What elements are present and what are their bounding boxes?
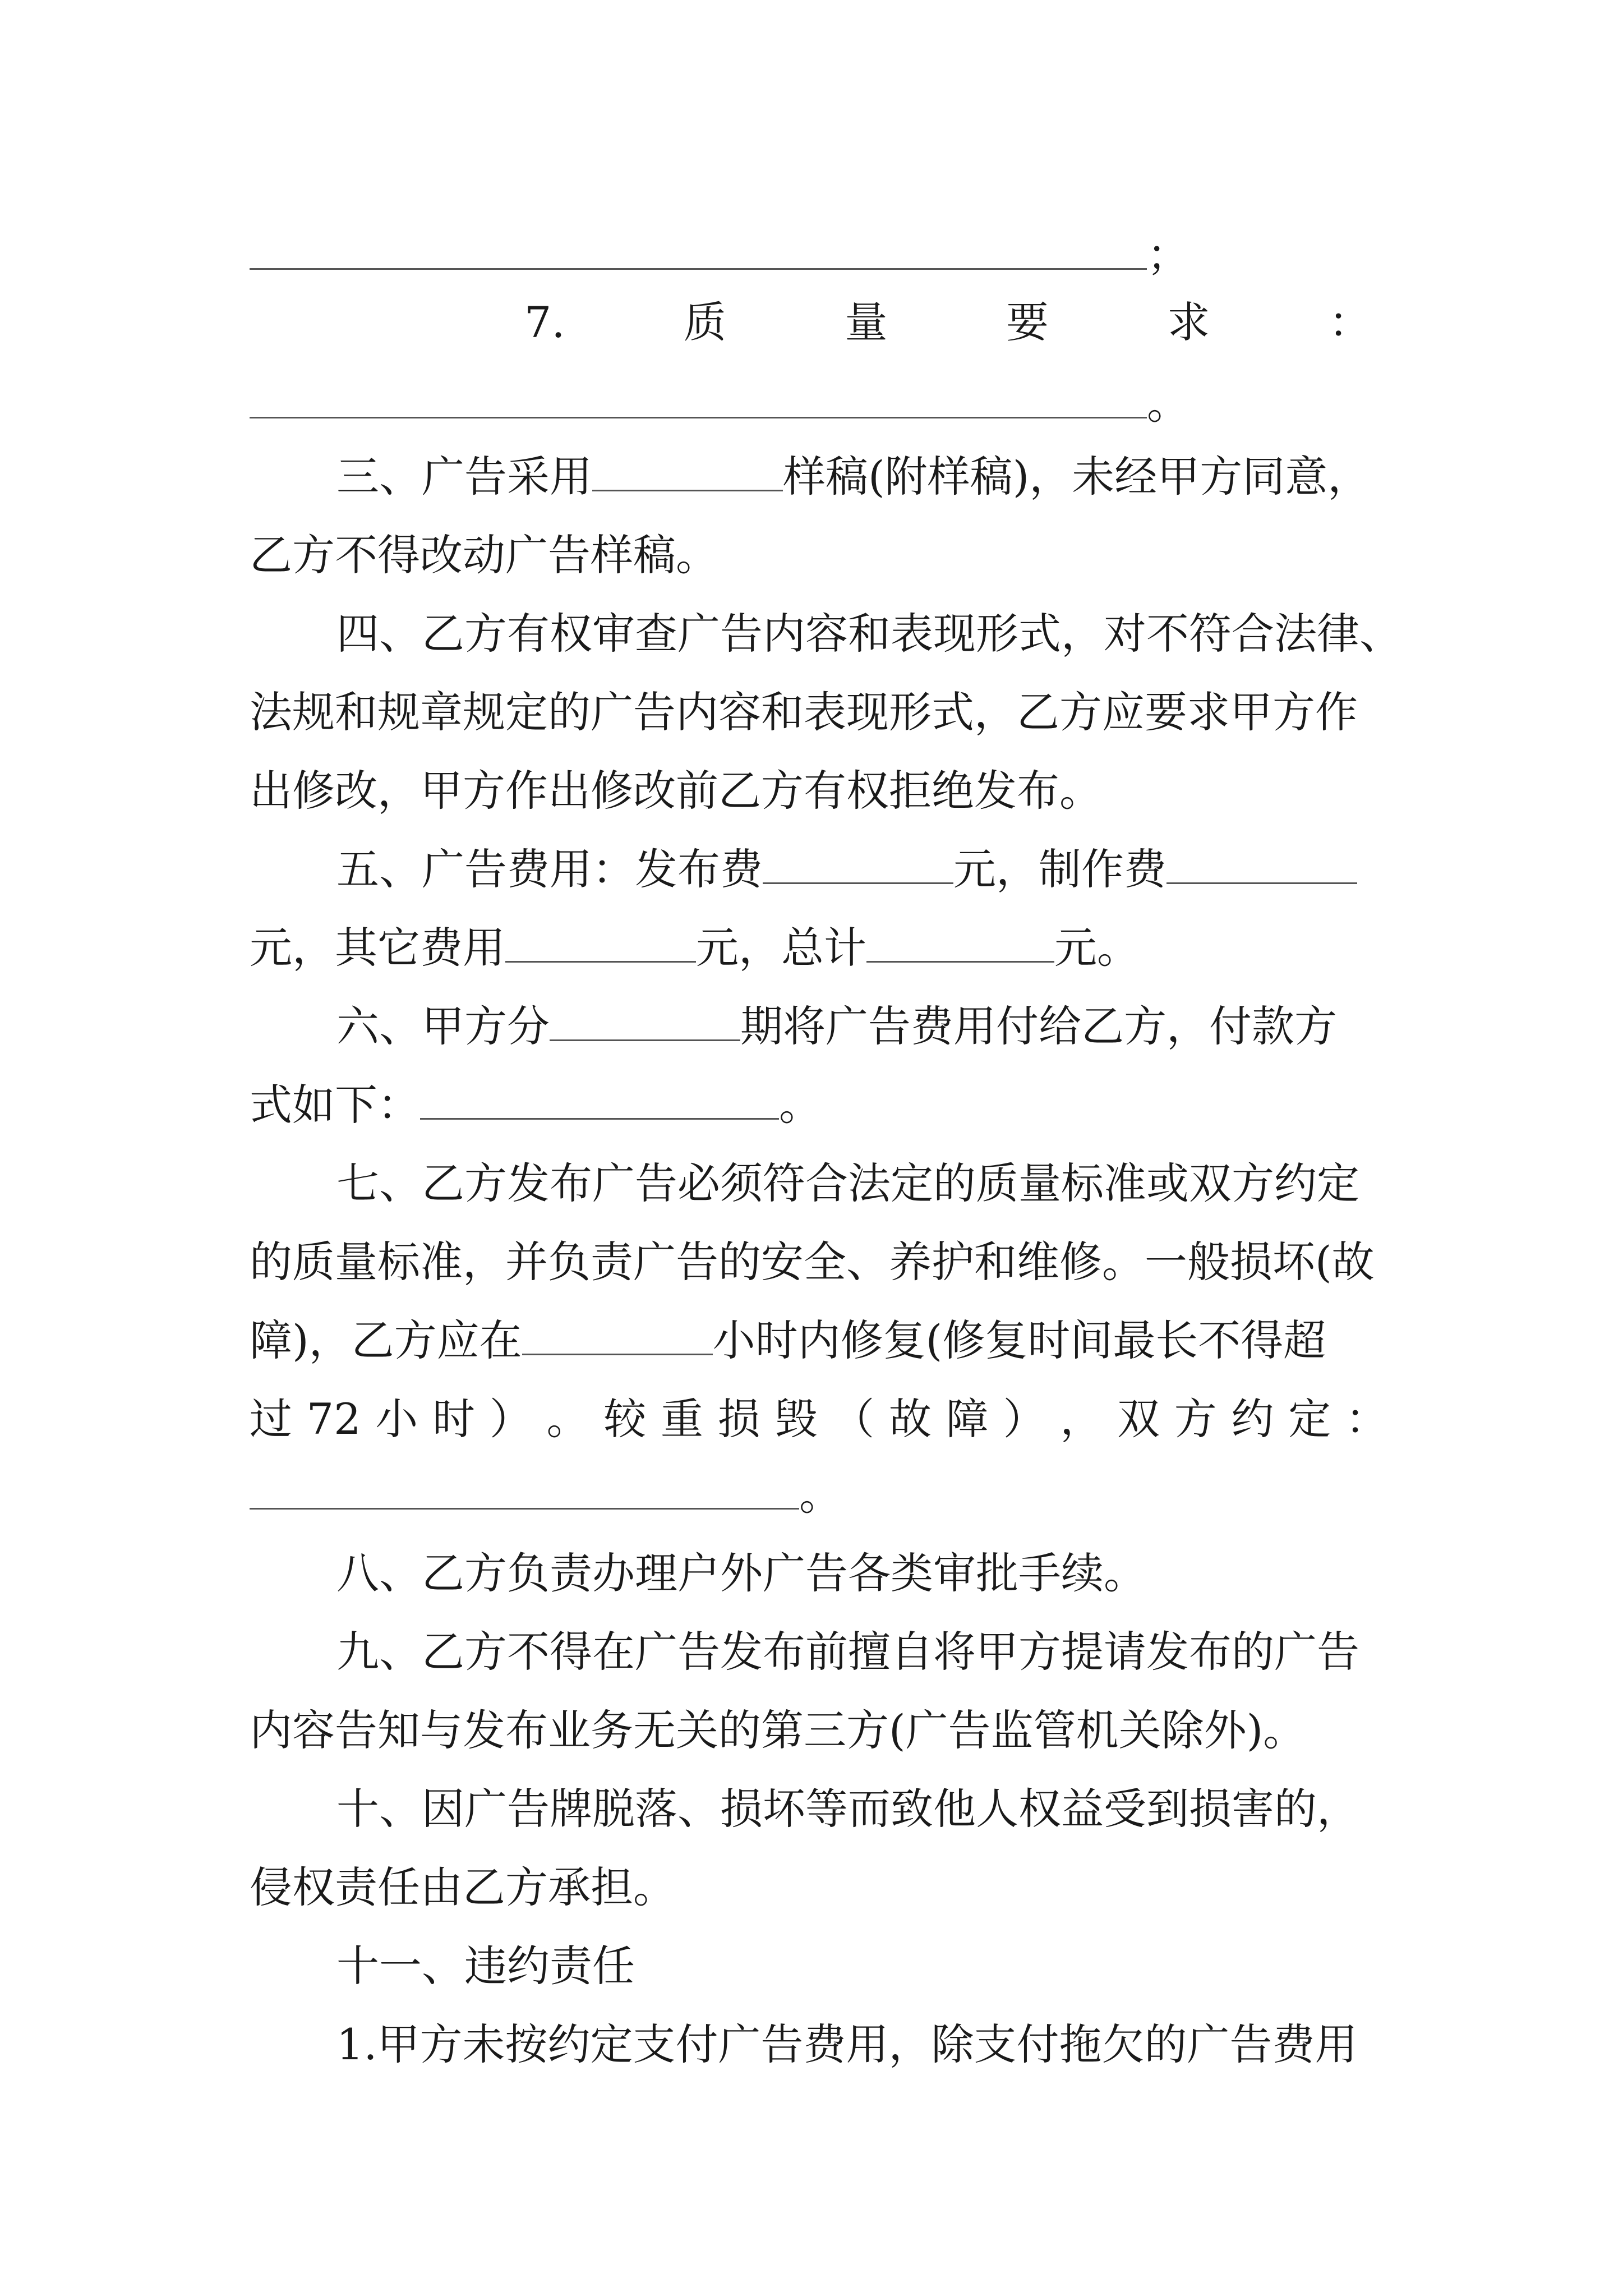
- text-char: 时: [432, 1394, 475, 1444]
- text: 式如下：: [250, 1080, 420, 1130]
- text-char: ，: [1060, 1394, 1103, 1444]
- punctuation: 。: [1147, 379, 1189, 429]
- para-11-item-1: 1.甲方未按约定支付广告费用，除支付拖欠的广告费用: [336, 2019, 1358, 2069]
- para-3-line-1: [336, 438, 1388, 516]
- text: 样稿(附样稿)，未经甲方同意，: [783, 452, 1371, 501]
- para-5-line-1: [336, 830, 1388, 909]
- punctuation: ；: [1147, 230, 1189, 280]
- para-4-line-2: 法规和规章规定的广告内容和表现形式，乙方应要求甲方作: [250, 687, 1358, 737]
- para-8: 八、乙方负责办理户外广告各类审批手续。: [336, 1548, 1146, 1598]
- text-char: 毁: [774, 1394, 818, 1444]
- item-7-quality-requirements: [524, 283, 1371, 362]
- text-char: 障: [946, 1394, 989, 1444]
- section-heading-11: 十一、违约责任: [336, 1941, 635, 1991]
- text-char: ）: [489, 1394, 532, 1444]
- text-char: ）: [1003, 1394, 1046, 1444]
- fill-blank[interactable]: [763, 843, 953, 884]
- text-char: 量: [845, 297, 888, 347]
- text: 障)，乙方应在: [250, 1315, 522, 1365]
- text: 期将广告费用付给乙方，付款方: [740, 1001, 1337, 1051]
- line-blank-2: [250, 365, 1388, 443]
- punctuation: 。: [799, 1470, 842, 1520]
- text-char: 72: [306, 1394, 361, 1444]
- text: 元，制作费: [953, 844, 1166, 894]
- para-7-line-1: 七、乙方发布广告必须符合法定的质量标准或双方约定: [336, 1158, 1359, 1208]
- para-9-line-2: 内容告知与发布业务无关的第三方(广告监管机关除外)。: [250, 1705, 1306, 1755]
- para-6-line-1: [336, 987, 1388, 1066]
- para-6-line-2: [250, 1066, 1388, 1144]
- para-3-line-2: 乙方不得改动广告样稿。: [250, 530, 718, 580]
- text: 六、甲方分: [336, 1001, 550, 1051]
- text: 小时内修复(修复时间最长不得超: [712, 1315, 1326, 1365]
- fill-blank[interactable]: [250, 1469, 799, 1510]
- fill-blank[interactable]: [866, 922, 1054, 963]
- para-10-line-1: 十、因广告牌脱落、损坏等而致他人权益受到损害的，: [336, 1784, 1359, 1834]
- item-number: 7.: [524, 297, 565, 347]
- para-7-line-4: [250, 1380, 1388, 1458]
- para-9-line-1: 九、乙方不得在广告发布前擅自将甲方提请发布的广告: [336, 1627, 1359, 1677]
- para-7-line-3: [250, 1301, 1388, 1380]
- text-char: 重: [660, 1394, 703, 1444]
- text-char: 定: [1288, 1394, 1331, 1444]
- para-4-line-3: 出修改，甲方作出修改前乙方有权拒绝发布。: [250, 766, 1102, 816]
- fill-blank[interactable]: [420, 1079, 779, 1120]
- para-7-line-5: [250, 1456, 1388, 1534]
- text-char: 双: [1117, 1394, 1160, 1444]
- text-char: （: [832, 1394, 875, 1444]
- para-4-line-1: 四、乙方有权审查广告内容和表现形式，对不符合法律、: [336, 609, 1402, 659]
- text-char: 故: [888, 1394, 932, 1444]
- text-char: 方: [1174, 1394, 1217, 1444]
- text-char: 较: [603, 1394, 647, 1444]
- text: 五、广告费用：发布费: [336, 844, 763, 894]
- text-char: 过: [250, 1394, 292, 1444]
- text-char: 要: [1006, 297, 1049, 347]
- fill-blank[interactable]: [505, 922, 696, 963]
- fill-blank[interactable]: [250, 229, 1147, 270]
- text: 元，总计: [696, 923, 866, 973]
- text-char: 求: [1167, 297, 1210, 347]
- fill-blank[interactable]: [522, 1314, 713, 1355]
- text-char: 小: [375, 1394, 418, 1444]
- para-10-line-2: 侵权责任由乙方承担。: [250, 1862, 676, 1912]
- fill-blank[interactable]: [250, 378, 1147, 418]
- text: 。: [779, 1080, 822, 1130]
- text-char: 。: [546, 1394, 589, 1444]
- text-char: 质: [684, 297, 726, 347]
- text: 元，其它费用: [250, 923, 505, 973]
- text-char: ：: [1345, 1394, 1388, 1444]
- text-char: 损: [717, 1394, 760, 1444]
- text-char: 约: [1231, 1394, 1274, 1444]
- fill-blank[interactable]: [1166, 843, 1357, 884]
- text: 元。: [1054, 923, 1140, 973]
- text: 三、广告采用: [336, 452, 592, 501]
- para-7-line-2: 的质量标准，并负责广告的安全、养护和维修。一般损坏(故: [250, 1237, 1375, 1287]
- text-char: ：: [1328, 297, 1371, 347]
- line-blank-1: [250, 216, 1388, 295]
- fill-blank[interactable]: [592, 450, 783, 491]
- para-5-line-2: [250, 909, 1388, 987]
- fill-blank[interactable]: [550, 1000, 740, 1041]
